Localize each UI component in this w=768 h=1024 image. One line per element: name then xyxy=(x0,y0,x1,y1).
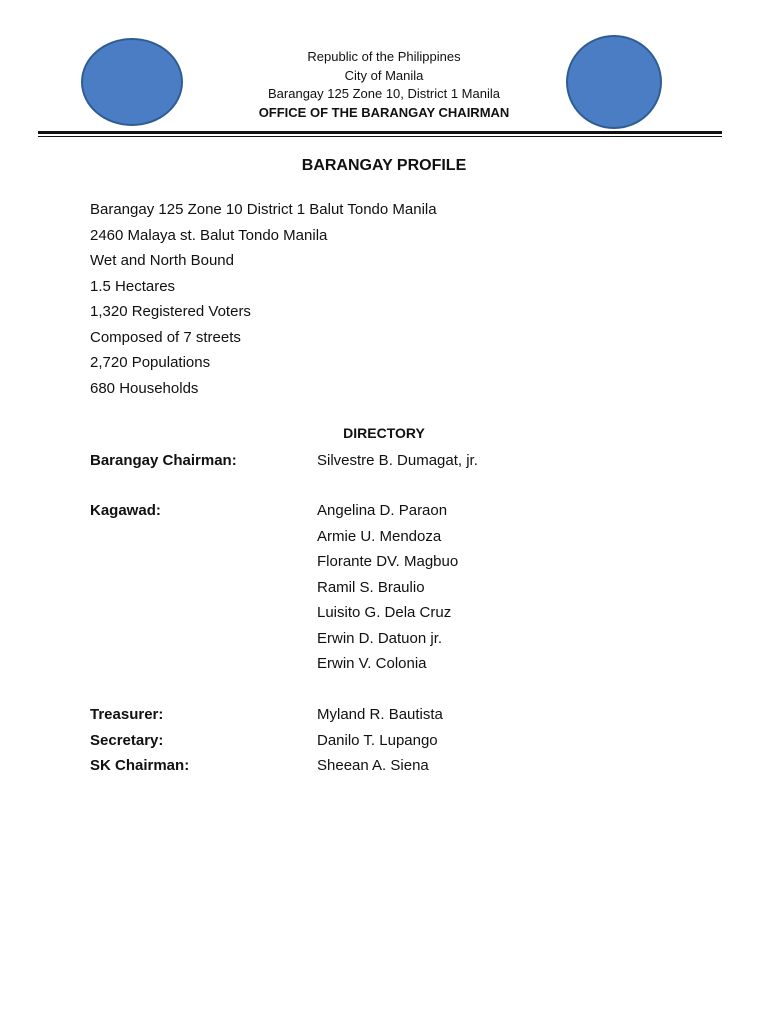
profile-item: Wet and North Bound xyxy=(90,252,234,269)
profile-item: 2460 Malaya st. Balut Tondo Manila xyxy=(90,226,328,244)
header-divider-thin xyxy=(38,136,722,137)
chairman-name: Silvestre B. Dumagat, jr. xyxy=(317,452,478,469)
secretary-label: Secretary: xyxy=(90,731,164,749)
profile-item: 2,720 Populations xyxy=(90,354,211,371)
kagawad-name: Armie U. Mendoza xyxy=(317,527,442,545)
kagawad-name: Erwin D. Datuon jr. xyxy=(317,629,443,647)
profile-item: 1.5 Hectares xyxy=(90,277,176,295)
header-republic: Republic of the Philippines xyxy=(307,49,461,64)
header-barangay: Barangay 125 Zone 10, District 1 Manila xyxy=(268,86,500,101)
header-office: OFFICE OF THE BARANGAY CHAIRMAN xyxy=(258,104,510,120)
profile-item: Barangay 125 Zone 10 District 1 Balut Tondo Manila xyxy=(90,201,437,218)
kagawad-name: Luisito G. Dela Cruz xyxy=(317,604,452,621)
treasurer-name: Myland R. Bautista xyxy=(317,706,443,723)
letterhead xyxy=(0,48,768,122)
profile-list xyxy=(90,197,437,401)
header-city: City of Manila xyxy=(344,67,424,83)
sk-chairman-label: SK Chairman: xyxy=(90,757,190,774)
treasurer-label: Treasurer: xyxy=(90,706,164,723)
directory-heading: DIRECTORY xyxy=(343,425,425,441)
secretary-name: Danilo T. Lupango xyxy=(317,731,438,749)
page-title: BARANGAY PROFILE xyxy=(301,157,467,174)
chairman-label: Barangay Chairman: xyxy=(90,452,237,469)
kagawad-name: Ramil S. Braulio xyxy=(317,578,425,596)
header-divider-thick xyxy=(38,131,722,134)
kagawad-name: Erwin V. Colonia xyxy=(317,655,427,672)
kagawad-name: Florante DV. Magbuo xyxy=(317,553,459,570)
kagawad-name: Angelina D. Paraon xyxy=(317,502,448,519)
sk-chairman-name: Sheean A. Siena xyxy=(317,757,429,774)
profile-item: 1,320 Registered Voters xyxy=(90,303,251,320)
kagawad-label: Kagawad: xyxy=(90,502,161,519)
profile-item: Composed of 7 streets xyxy=(90,328,241,346)
profile-item: 680 Households xyxy=(90,379,199,397)
